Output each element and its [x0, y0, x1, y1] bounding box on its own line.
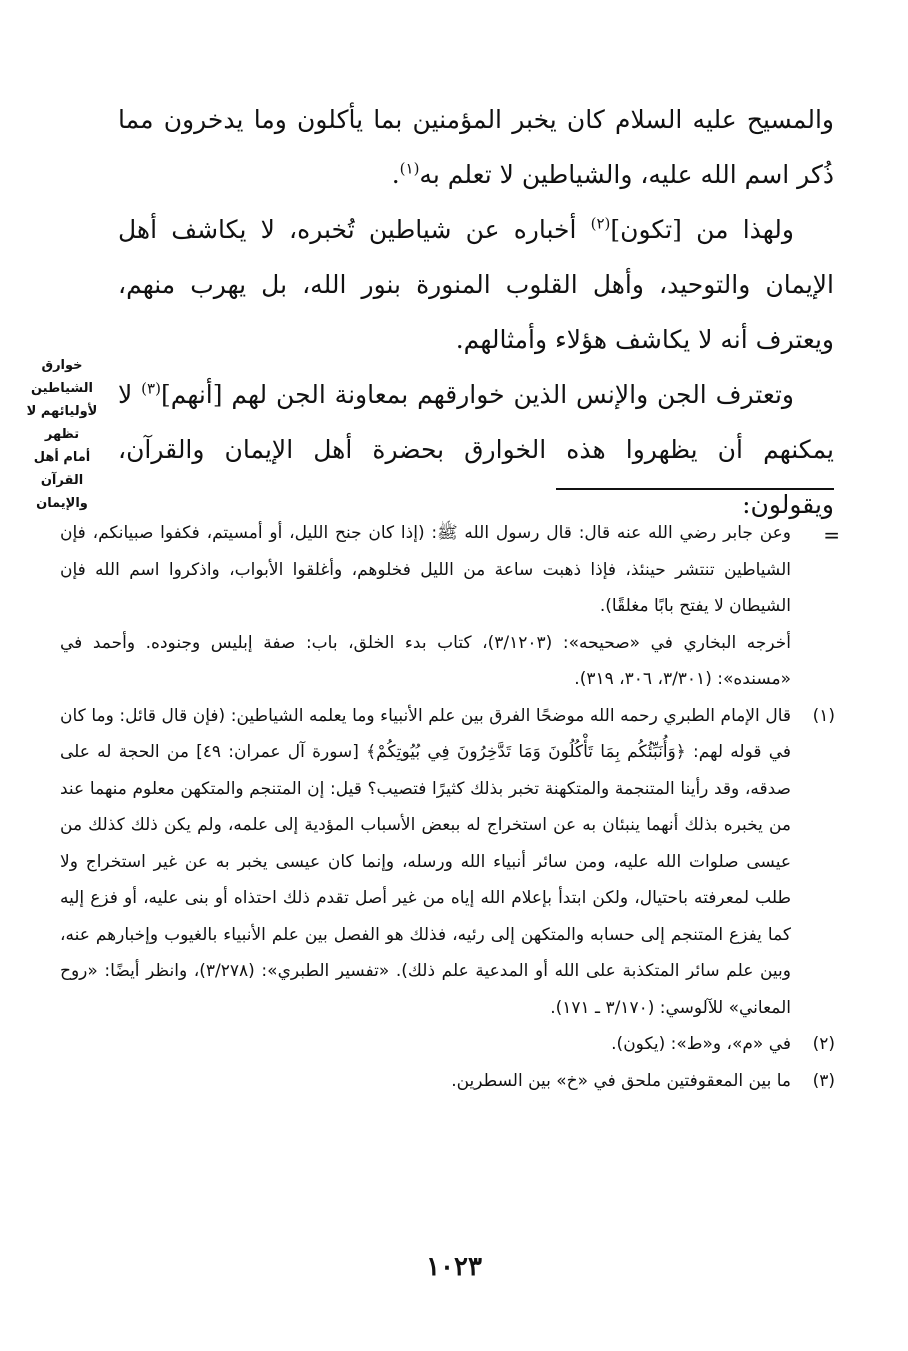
- footnote-text: ما بين المعقوفتين ملحق في «خ» بين السطرين.: [451, 1070, 791, 1091]
- paragraph-3: وتعترف الجن والإنس الذين خوارقهم بمعاونة الجن لهم [أنهم]$^{(٣)}$ لا يمكنهم أن يظهروا هذه الخوارق بحضرة أهل الإيمان والقرآن، ويقولون:: [118, 379, 834, 519]
- paragraph-2: ولهذا من [تكون]$^{(٢)}$ أخباره عن شياطين تُخبره، لا يكاشف أهل الإيمان والتوحيد، وأهل القلوب المنورة بنور الله، بل يهرب منهم، ويعترف أنه لا يكاشف هؤلاء وأمثالهم.: [118, 214, 834, 354]
- margin-note-line: والإيمان: [36, 496, 88, 511]
- footnote-number: (١): [812, 705, 835, 726]
- margin-note-line: أمام أهل القرآن: [33, 450, 91, 488]
- footnote-continuation-text: وعن جابر رضي الله عنه قال: قال رسول الله ﷺ: (إذا كان جنح الليل، أو أمسيتم، فكفوا صبيانكم، فإن الشياطين تنتشر حينئذ، فإذا ذهبت ساعة من الليل فخلوهم، وأغلقوا الأبواب، واذكروا اسم الله فإن الشيطان لا يفتح بابًا مغلقًا).: [60, 523, 791, 616]
- footnote-2: [60, 1026, 835, 1063]
- footnote-text: قال الإمام الطبري رحمه الله موضحًا الفرق بين علم الأنبياء وما يعلمه الشياطين: (فإن قال قائل: وما كان في قوله لهم: ﴿وَأُنَبِّئُكُم بِمَا تَأْكُلُونَ وَمَا تَدَّخِرُونَ فِي بُيُوتِكُمْ﴾ [سورة آل عمران: ٤٩] من الحجة له على صدقه، وقد رأينا المتنجمة والمتكهنة تخبر بذلك كثيرًا فتصيب؟ قيل: إن المتنجم والمتكهن معلوم منهما عند من يخبره بذلك أنهما ينبئان به عن استخراج له ببعض الأسباب المؤدية إلى علمه، ولم يكن ذلك كذلك من عيسى صلوات الله عليه، ومن سائر أنبياء الله ورسله، وإنما كان عيسى يخبر به عن غير استخراج ولا طلب لمعرفته باحتيال، ولكن ابتدأ بإعلام الله إياه من غير أصل تقدم ذلك احتذاه أو بنى عليه، أو فزع إليه كما يفزع المتنجم إلى حسابه والمتكهن إلى رئيه، فذلك هو الفصل بين علم الأنبياء بالغيوب وإخبارهم عنه، وبين علم سائر المتكذبة على الله أو المدعية علم ذلك). «تفسير الطبري»: (٣/٢٧٨)، وانظر أيضًا: «روح المعاني» للآلوسي: (٣/١٧٠ ـ ١٧١).: [60, 705, 792, 1018]
- footnote-separator: [556, 488, 834, 490]
- footnote-continuation: [60, 515, 835, 698]
- footnote-number: (٢): [812, 1034, 835, 1054]
- margin-note-line: لأوليائهم لا تظهر: [26, 404, 98, 442]
- footnote-ref-1[interactable]: (١): [399, 159, 420, 178]
- margin-note-line: خوارق الشياطين: [30, 358, 93, 396]
- page-number: ١٠٢٣: [426, 1252, 482, 1282]
- footnote-continuation-source: أخرجه البخاري في «صحيحه»: (٣/١٢٠٣)، كتاب بدء الخلق، باب: صفة إبليس وجنوده. وأحمد في «مسنده»: (٣/٣٠١، ٣٠٦، ٣١٩).: [60, 632, 792, 689]
- paragraph-1: والمسيح عليه السلام كان يخبر المؤمنين بما يأكلون وما يدخرون مما ذُكر اسم الله عليه، والشياطين لا تعلم به$^{(١)}$.: [118, 105, 834, 189]
- main-text: [118, 92, 834, 532]
- footnote-number: (٣): [812, 1070, 835, 1091]
- footnote-1: [60, 698, 835, 1027]
- footnote-ref-2[interactable]: (٢): [590, 214, 611, 233]
- footnote-3: [60, 1063, 835, 1100]
- margin-note: [12, 354, 112, 515]
- footnote-continuation-mark: =: [823, 523, 840, 547]
- footnote-ref-3[interactable]: (٣): [141, 379, 161, 398]
- footnotes: [60, 515, 835, 1099]
- footnote-text: في «م»، و«ط»: (يكون).: [611, 1034, 791, 1054]
